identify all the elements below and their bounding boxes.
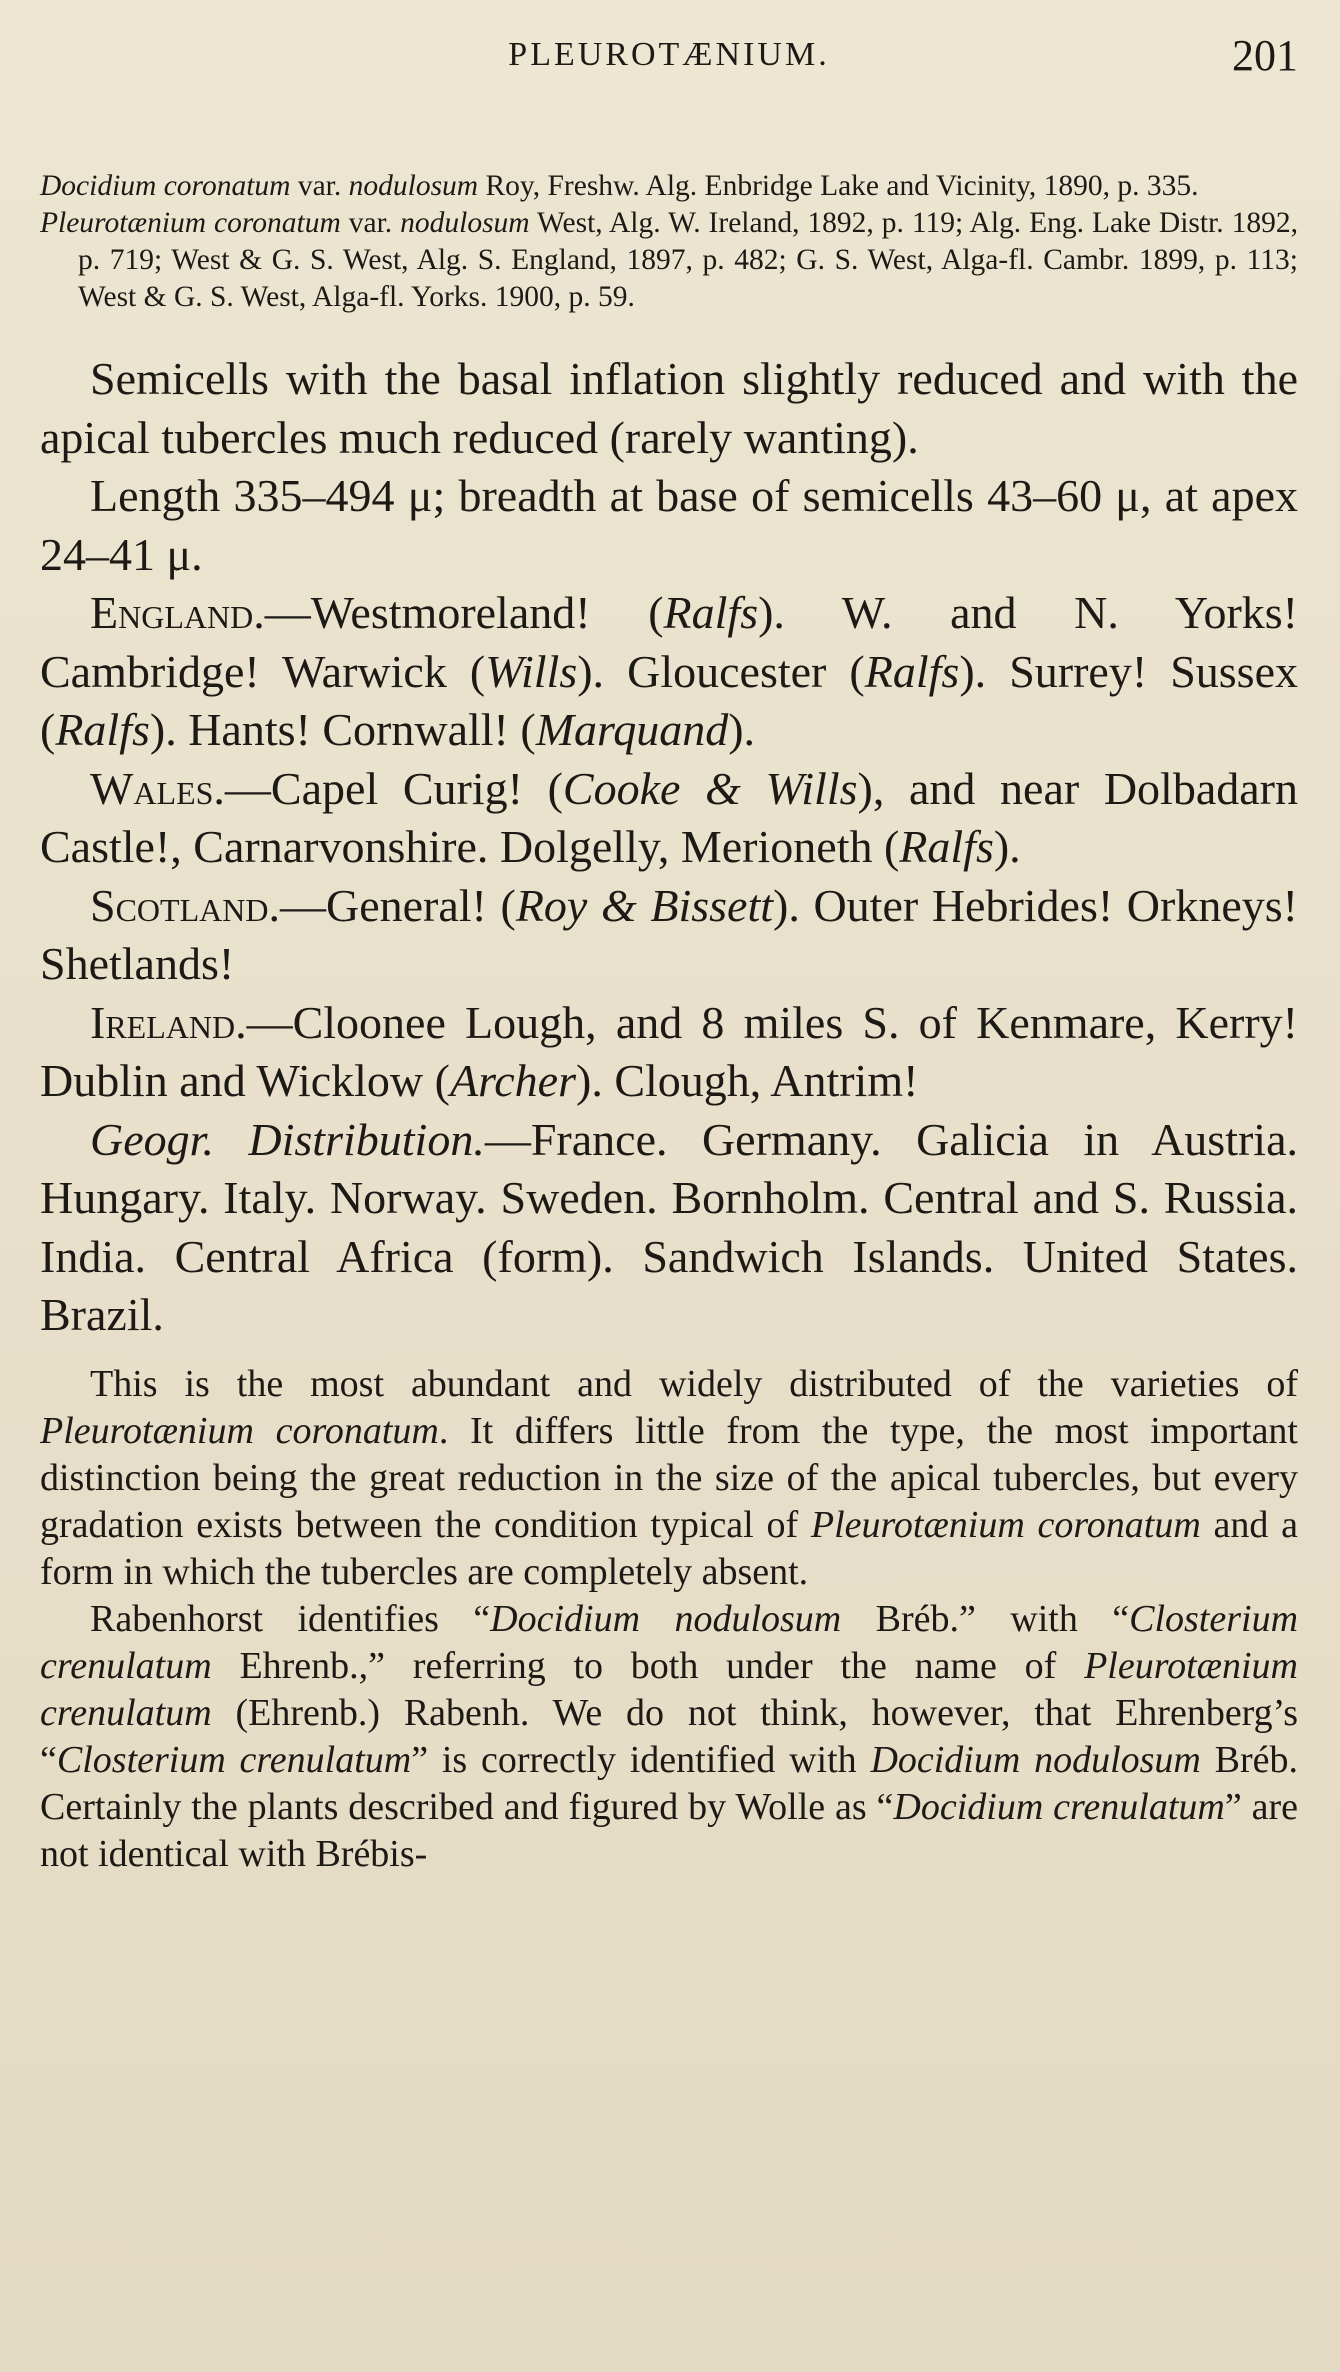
region-label: Scotland. <box>90 879 280 931</box>
italic-name: Roy & Bissett <box>515 879 774 931</box>
text-run: Bréb.” with “ <box>841 1597 1130 1640</box>
italic-name: Marquand <box>535 704 729 755</box>
main-text <box>40 350 1298 1345</box>
text-run: This is the most abundant and widely distributed of the varieties of <box>90 1362 1298 1405</box>
text-run: ). Clough, Antrim! <box>576 1055 919 1106</box>
italic-name: Ralfs <box>663 587 759 638</box>
italic-name: Docidium crenulatum <box>893 1785 1225 1828</box>
text-run: and a form in which the tubercles are completely absent. <box>40 1503 1298 1593</box>
text-run: —Cloonee Lough, and 8 miles S. of Kenmare, Kerry! Dublin and Wicklow ( <box>40 996 1298 1106</box>
variety-name: nodulosum <box>348 170 479 202</box>
text-run: ” are not identical with Brébis- <box>40 1785 1298 1875</box>
page-number: 201 <box>1232 31 1298 80</box>
distribution-wales <box>40 760 1298 877</box>
text-run: ). Outer Hebrides! Orkneys! Shetlands! <box>40 879 1298 989</box>
running-head: PLEUROTÆNIUM. <box>508 36 830 73</box>
text-run: Ehrenb.,” referring to both under the name of <box>211 1644 1085 1687</box>
text-run: ). Surrey! Sussex ( <box>40 645 1299 755</box>
italic-name: Ralfs <box>55 704 150 755</box>
text-run: ). Hants! Cornwall! ( <box>149 704 536 755</box>
text-run: —General! ( <box>279 879 516 931</box>
synonymy-text: var. <box>340 207 401 239</box>
dimensions-paragraph: Length 335–494 μ; breadth at base of semicells 43–60 μ, at apex 24–41 μ. <box>40 470 1298 580</box>
notes-block <box>40 1361 1298 1878</box>
italic-name: Wills <box>485 645 578 697</box>
region-label: Ireland. <box>90 996 247 1048</box>
distribution-ireland <box>40 994 1298 1111</box>
taxon-name: Pleurotænium coronatum <box>40 207 341 239</box>
text-run: —Westmoreland! ( <box>264 587 664 638</box>
citation-text: Roy, Freshw. Alg. Enbridge Lake and Vicinity, 1890, p. 335. <box>478 170 1199 202</box>
taxon-name: Docidium coronatum <box>40 170 291 202</box>
italic-name: Ralfs <box>899 821 994 872</box>
synonymy-entry <box>40 168 1298 205</box>
text-run: (Ehrenb.) Rabenh. We do not think, however, that Ehrenberg’s “ <box>40 1691 1298 1781</box>
region-label: Wales. <box>90 762 225 814</box>
italic-name: Pleurotænium crenulatum <box>40 1644 1298 1734</box>
text-run: ). Gloucester ( <box>577 645 865 697</box>
description-paragraph: Semicells with the basal inflation slightly reduced and with the apical tubercles much reduced (rarely wanting). <box>40 353 1298 463</box>
distribution-england <box>40 584 1298 760</box>
note-text <box>40 1598 1298 1875</box>
region-text <box>40 763 1298 873</box>
italic-name: Cooke & Wills <box>562 762 858 814</box>
text-run: Bréb. Certainly the plants described and figured by Wolle as “ <box>40 1738 1298 1828</box>
citation-text: West, Alg. W. Ireland, 1892, p. 119; Alg. Eng. Lake Distr. 1892, p. 719; West & G. S. West, Alg. S. England, 1897, p. 482; G. S. West, Alga-fl. Cambr. 1899, p. 113; West & G. S. West, Alga-fl. Yorks. 1900, p. 59. <box>78 207 1299 313</box>
geographic-distribution <box>40 1111 1298 1345</box>
text-run: ). W. and N. Yorks! Cambridge! Warwick ( <box>40 587 1298 697</box>
italic-name: Docidium nodulosum <box>490 1597 842 1640</box>
italic-name: Ralfs <box>864 645 960 697</box>
italic-name: Pleurotænium coronatum <box>810 1503 1201 1546</box>
italic-name: Closterium crenulatum <box>56 1738 412 1781</box>
text-run: ). <box>993 821 1021 872</box>
geographic-text: —France. Germany. Galicia in Austria. Hungary. Italy. Norway. Sweden. Bornholm. Central and S. Russia. India. Central Africa (form). Sandwich Islands. United States. Brazil. <box>40 1113 1298 1340</box>
text-run: ), and near Dolbadarn Castle!, Carnarvonshire. Dolgelly, Merioneth ( <box>40 762 1298 872</box>
text-run: ). <box>728 704 756 755</box>
italic-name: Pleurotænium coronatum <box>40 1409 439 1452</box>
text-run: Rabenhorst identifies “ <box>90 1597 491 1640</box>
synonymy-text: var. <box>290 170 349 202</box>
text-run: . It differs little from the type, the most important distinction being the great reduction in the size of the apical tubercles, but every gradation exists between the condition typical of <box>40 1409 1298 1546</box>
geographic-label: Geogr. Distribution. <box>90 1113 485 1165</box>
variety-name: nodulosum <box>400 207 530 239</box>
text-run: —Capel Curig! ( <box>224 762 563 814</box>
page-header <box>40 30 1298 86</box>
note-paragraph <box>40 1596 1298 1878</box>
distribution-scotland <box>40 877 1298 994</box>
text-run: ” is correctly identified with <box>411 1738 871 1781</box>
italic-name: Docidium nodulosum <box>870 1738 1201 1781</box>
synonymy-block <box>40 168 1298 316</box>
region-label: England. <box>90 587 265 638</box>
italic-name: Archer <box>449 1055 576 1106</box>
note-paragraph <box>40 1361 1298 1596</box>
italic-name: Closterium crenulatum <box>40 1597 1299 1687</box>
synonymy-entry <box>40 205 1298 316</box>
note-text <box>40 1363 1298 1593</box>
